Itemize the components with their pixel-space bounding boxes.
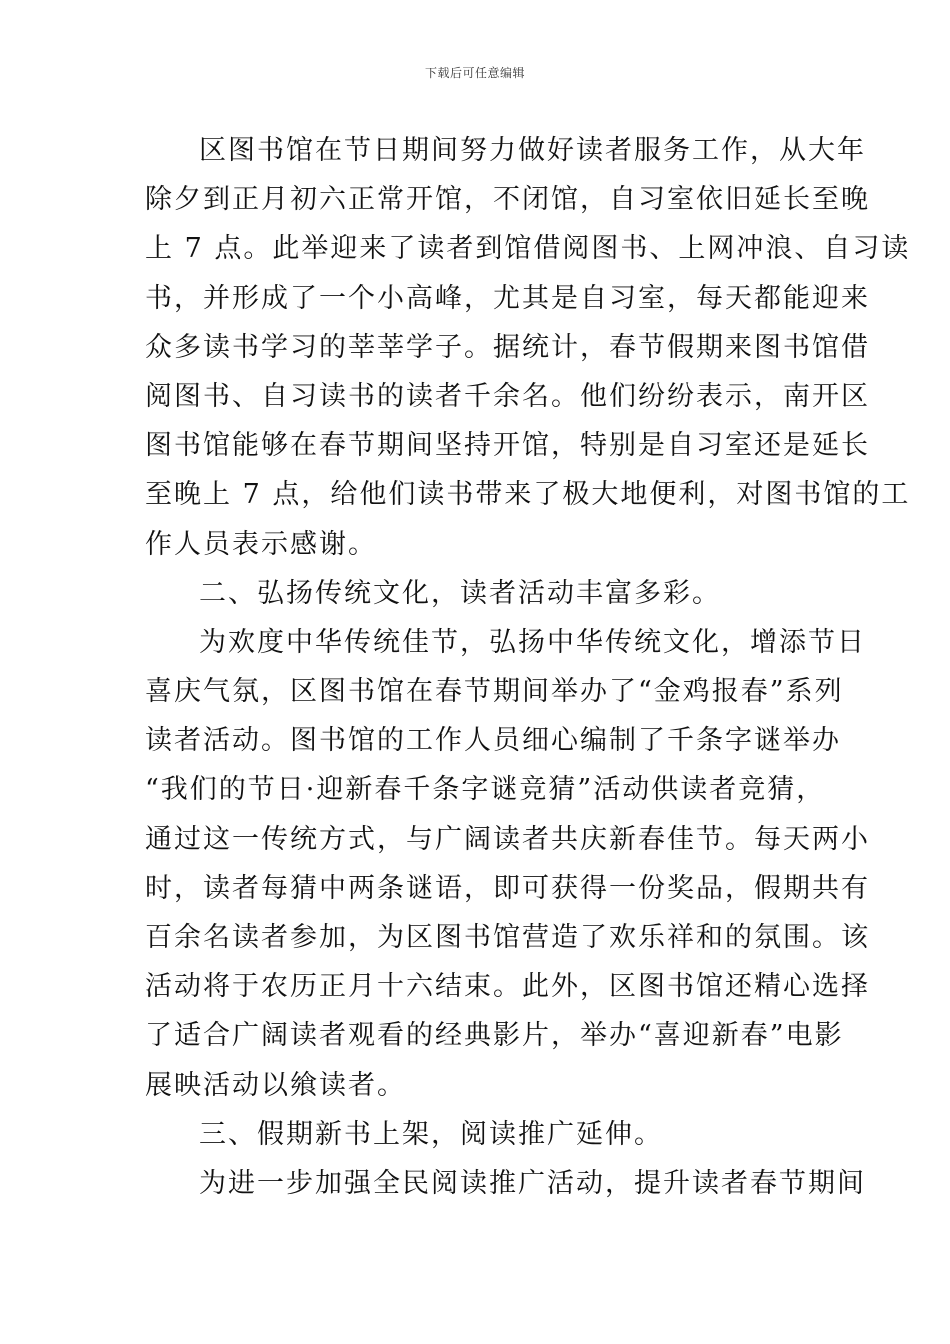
- document-body: [145, 126, 911, 1208]
- text-line: 为进一步加强全民阅读推广活动，提升读者春节期间: [199, 1167, 866, 1199]
- section-heading: 二、弘扬传统文化，读者活动丰富多彩。: [199, 577, 721, 609]
- download-note: 下载后可任意编辑: [424, 66, 525, 80]
- text-line: 百余名读者参加，为区图书馆营造了欢乐祥和的氛围。该: [145, 922, 870, 953]
- text-line: 上 7 点。此举迎来了读者到馆借阅图书、上网冲浪、自习读: [145, 233, 911, 265]
- text-line: 众多读书学习的莘莘学子。据统计，春节假期来图书馆借: [145, 331, 870, 363]
- text-line: 区图书馆在节日期间努力做好读者服务工作，从大年: [199, 135, 866, 166]
- text-line: 作人员表示感谢。: [145, 528, 377, 560]
- text-line: 图书馆能够在春节期间坚持开馆，特别是自习室还是延长: [145, 430, 870, 462]
- text-line: 展映活动以飨读者。: [145, 1069, 406, 1101]
- text-line: 阅图书、自习读书的读者千余名。他们纷纷表示，南开区: [145, 380, 870, 412]
- text-line: 活动将于农历正月十六结束。此外，区图书馆还精心选择: [145, 971, 870, 1003]
- text-line: 时，读者每猜中两条谜语，即可获得一份奖品，假期共有: [145, 872, 870, 904]
- text-line: “我们的节日·迎新春千条字谜竞猜”活动供读者竞猜，: [145, 774, 826, 806]
- text-line: 了适合广阔读者观看的经典影片，举办“喜迎新春”电影: [145, 1020, 844, 1052]
- text-line: 书，并形成了一个小高峰，尤其是自习室，每天都能迎来: [145, 282, 870, 314]
- text-line: 除夕到正月初六正常开馆，不闭馆，自习室依旧延长至晚: [145, 184, 870, 216]
- section-heading: 三、假期新书上架，阅读推广延伸。: [199, 1118, 663, 1150]
- text-line: 读者活动。图书馆的工作人员细心编制了千条字谜举办: [145, 725, 841, 757]
- text-line: 至晚上 7 点，给他们读书带来了极大地便利，对图书馆的工: [145, 479, 911, 511]
- text-line: 通过这一传统方式，与广阔读者共庆新春佳节。每天两小: [145, 823, 870, 855]
- text-line: 喜庆气氛，区图书馆在春节期间举办了“金鸡报春”系列: [145, 676, 844, 708]
- text-line: 为欢度中华传统佳节，弘扬中华传统文化，增添节日: [199, 626, 866, 658]
